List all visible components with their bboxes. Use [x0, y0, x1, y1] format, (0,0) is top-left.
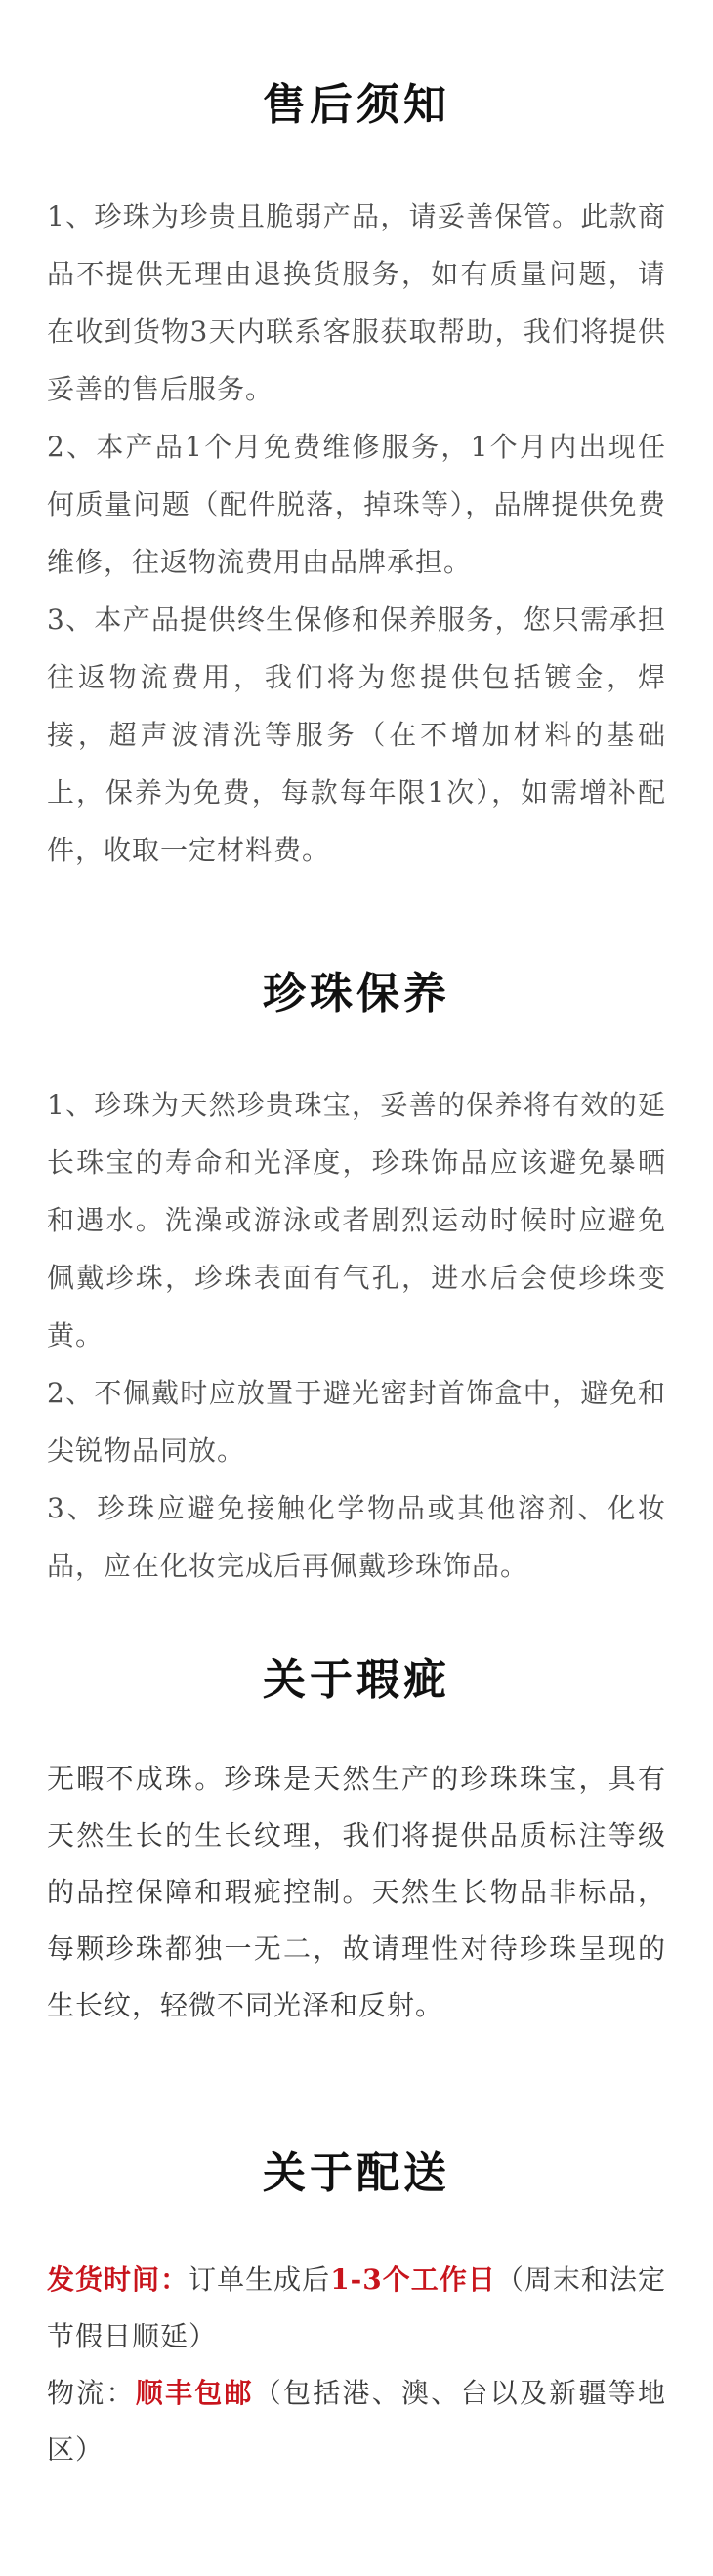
ship-time-line	[0, 2252, 713, 2365]
after-sales-item-2: 2、本产品1个月免费维修服务，1个月内出现任何质量问题（配件脱落，掉珠等），品牌提供免费维修，往返物流费用由品牌承担。	[47, 431, 666, 578]
pearl-care-section	[0, 967, 713, 1595]
after-sales-item-1: 1、珍珠为珍贵且脆弱产品，请妥善保管。此款商品不提供无理由退换货服务，如有质量问题，请在收到货物3天内联系客服获取帮助，我们将提供妥善的售后服务。	[47, 200, 666, 405]
logistics-line	[0, 2365, 713, 2478]
pearl-care-item-3: 3、珍珠应避免接触化学物品或其他溶剂、化妆品，应在化妆完成后再佩戴珍珠饰品。	[47, 1492, 666, 1582]
delivery-title: 关于配送	[263, 2148, 450, 2198]
logistics-suffix: （包括港、澳、台以及新疆等地区）	[47, 2377, 666, 2466]
ship-time-highlight: 1-3个工作日	[330, 2264, 496, 2296]
flaws-section	[0, 1653, 713, 2034]
after-sales-section	[0, 78, 713, 879]
ship-time-suffix: （周末和法定节假日顺延）	[47, 2264, 666, 2352]
after-sales-title: 售后须知	[263, 80, 450, 130]
logistics-label: 物流：	[47, 2377, 136, 2409]
ship-time-prefix: 订单生成后	[189, 2264, 331, 2296]
after-sales-item-3: 3、本产品提供终生保修和保养服务，您只需承担往返物流费用，我们将为您提供包括镀金，焊接，超声波清洗等服务（在不增加材料的基础上，保养为免费，每款每年限1次），如需增补配件，收取一定材料费。	[47, 603, 666, 866]
delivery-section	[0, 2146, 713, 2478]
logistics-highlight: 顺丰包邮	[135, 2377, 254, 2409]
pearl-care-item-2: 2、不佩戴时应放置于避光密封首饰盒中，避免和尖锐物品同放。	[47, 1377, 666, 1467]
flaws-title: 关于瑕疵	[263, 1655, 450, 1705]
pearl-care-item-1: 1、珍珠为天然珍贵珠宝，妥善的保养将有效的延长珠宝的寿命和光泽度，珍珠饰品应该避免暴晒和遇水。洗澡或游泳或者剧烈运动时候时应避免佩戴珍珠，珍珠表面有气孔，进水后会使珍珠变黄。	[47, 1089, 666, 1351]
flaws-text: 无暇不成珠。珍珠是天然生产的珍珠珠宝，具有天然生长的生长纹理，我们将提供品质标注等级的品控保障和瑕疵控制。天然生长物品非标品，每颗珍珠都独一无二，故请理性对待珍珠呈现的生长纹，轻微不同光泽和反射。	[47, 1763, 666, 2021]
ship-time-label: 发货时间：	[47, 2264, 189, 2296]
pearl-care-title: 珍珠保养	[263, 969, 450, 1018]
